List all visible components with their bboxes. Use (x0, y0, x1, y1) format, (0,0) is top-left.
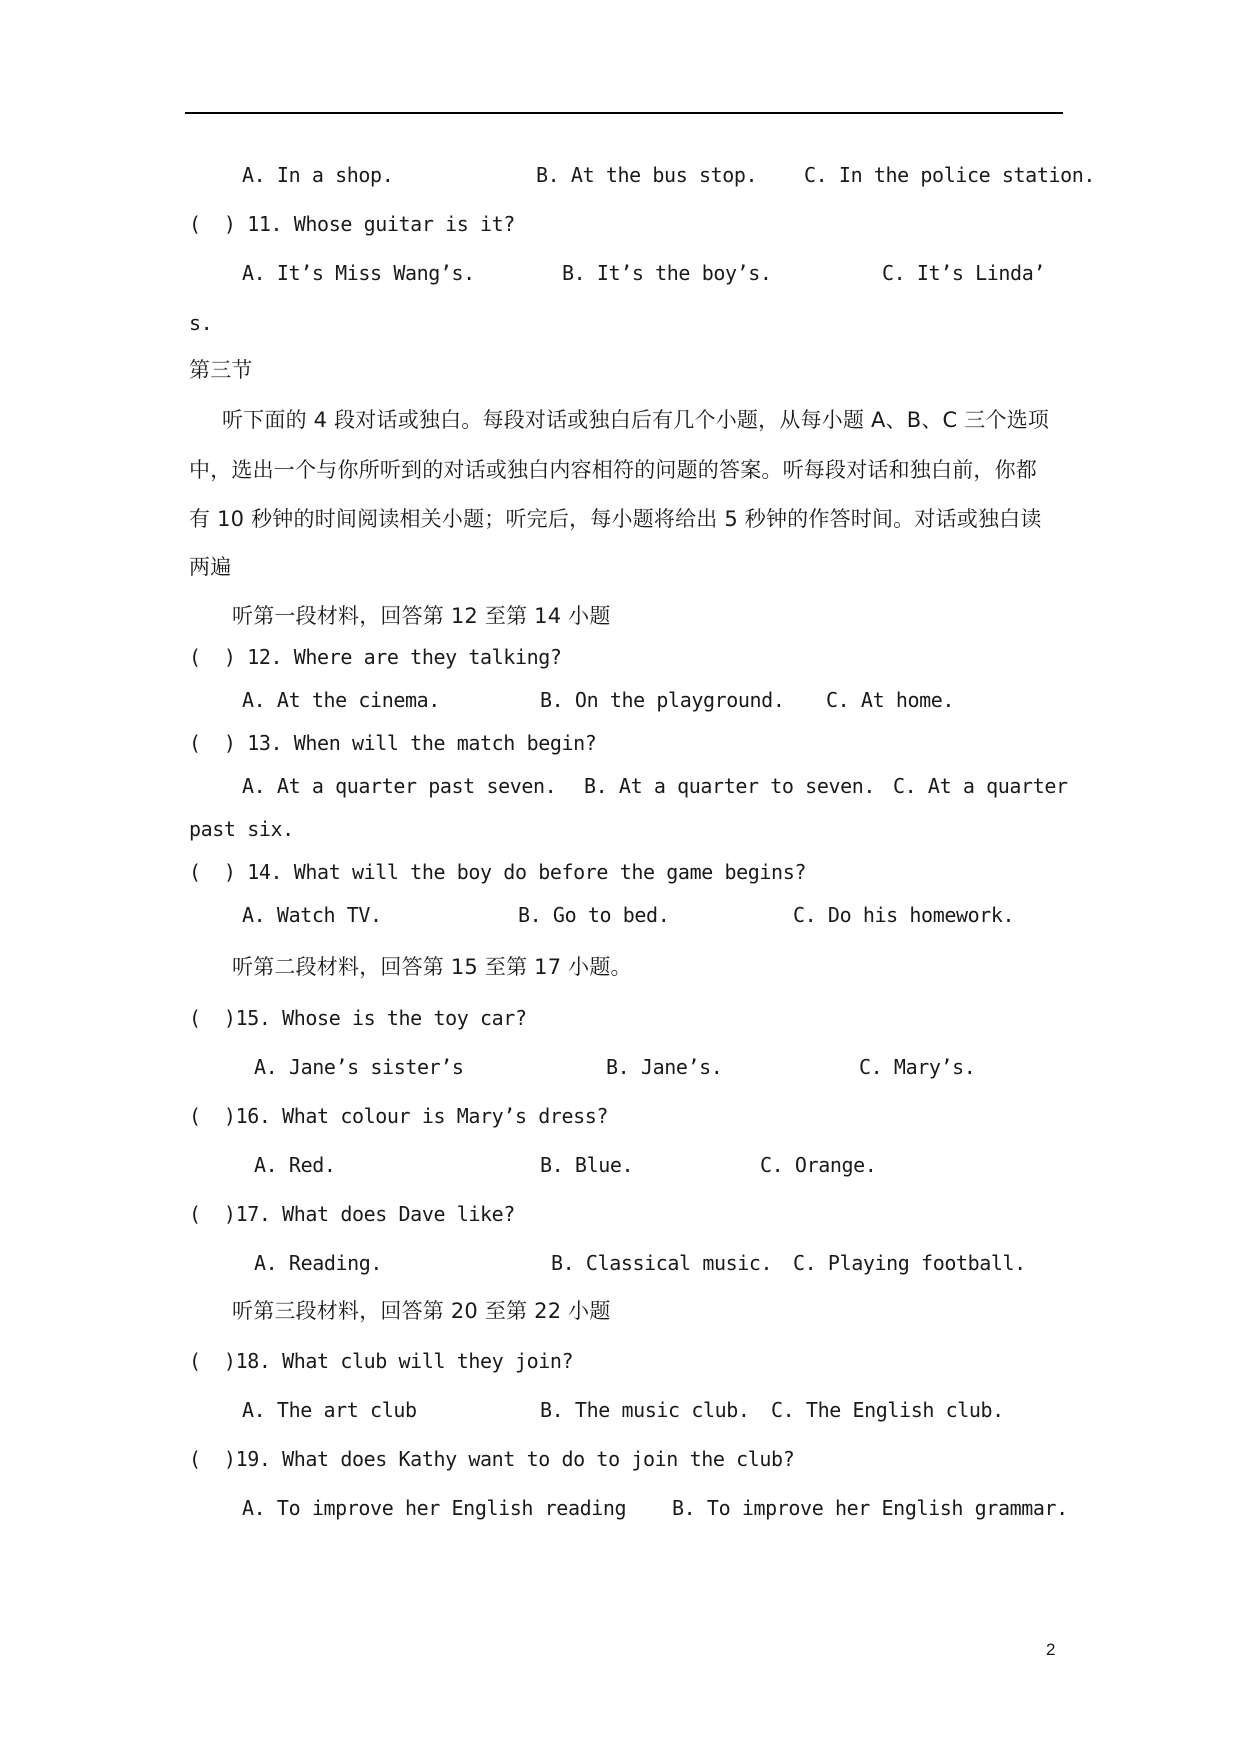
q17-option-b: B. Classical music. (551, 1251, 773, 1275)
instruction-line-3: 有 10 秒钟的时间阅读相关小题；听完后，每小题将给出 5 秒钟的作答时间。对话或独白读 (189, 507, 1042, 531)
q17-question: ( )17. What does Dave like? (189, 1202, 515, 1226)
q11-option-c-cont: s. (189, 311, 213, 335)
q17-option-a: A. Reading. (254, 1251, 383, 1275)
q16-option-a: A. Red. (254, 1153, 336, 1177)
q18-option-b: B. The music club. (540, 1398, 750, 1422)
q11-option-a: A. It’s Miss Wang’s. (242, 261, 475, 285)
q16-question: ( )16. What colour is Mary’s dress? (189, 1104, 609, 1128)
instruction-line-4: 两遍 (189, 555, 232, 579)
q14-option-b: B. Go to bed. (518, 903, 670, 927)
part1-heading: 听第一段材料，回答第 12 至第 14 小题 (232, 604, 611, 628)
q15-option-b: B. Jane’s. (606, 1055, 723, 1079)
instruction-line-2: 中，选出一个与你所听到的对话或独白内容相符的问题的答案。听每段对话和独白前，你都 (189, 458, 1037, 482)
q14-option-c: C. Do his homework. (793, 903, 1015, 927)
q13-option-c-cont: past six. (189, 817, 294, 841)
q13-option-a: A. At a quarter past seven. (242, 774, 557, 798)
q19-option-a: A. To improve her English reading (242, 1496, 627, 1520)
q12-option-c: C. At home. (826, 688, 955, 712)
q13-option-b: B. At a quarter to seven. (584, 774, 876, 798)
q16-option-b: B. Blue. (540, 1153, 634, 1177)
q14-question: ( ) 14. What will the boy do before the game begins? (189, 860, 806, 884)
q15-option-a: A. Jane’s sister’s (254, 1055, 464, 1079)
q11-option-c: C. It’s Linda’ (882, 261, 1045, 285)
q15-option-c: C. Mary’s. (859, 1055, 976, 1079)
q12-option-a: A. At the cinema. (242, 688, 440, 712)
q10-option-b: B. At the bus stop. (536, 163, 758, 187)
q18-option-a: A. The art club (242, 1398, 417, 1422)
q14-option-a: A. Watch TV. (242, 903, 382, 927)
q17-option-c: C. Playing football. (793, 1251, 1026, 1275)
q13-question: ( ) 13. When will the match begin? (189, 731, 597, 755)
q18-option-c: C. The English club. (771, 1398, 1004, 1422)
instruction-line-1: 听下面的 4 段对话或独白。每段对话或独白后有几个小题，从每小题 A、B、C 三个选项 (222, 408, 1050, 432)
part3-heading: 听第三段材料，回答第 20 至第 22 小题 (232, 1299, 611, 1323)
q16-option-c: C. Orange. (760, 1153, 877, 1177)
q12-question: ( ) 12. Where are they talking? (189, 645, 562, 669)
q11-option-b: B. It’s the boy’s. (562, 261, 772, 285)
q15-question: ( )15. Whose is the toy car? (189, 1006, 527, 1030)
q11-question: ( ) 11. Whose guitar is it? (189, 212, 515, 236)
q19-question: ( )19. What does Kathy want to do to join the club? (189, 1447, 795, 1471)
q18-question: ( )18. What club will they join? (189, 1349, 574, 1373)
q10-option-c: C. In the police station. (804, 163, 1096, 187)
part2-heading: 听第二段材料，回答第 15 至第 17 小题。 (232, 955, 632, 979)
q10-option-a: A. In a shop. (242, 163, 394, 187)
q12-option-b: B. On the playground. (540, 688, 785, 712)
q13-option-c: C. At a quarter (893, 774, 1068, 798)
header-rule (185, 112, 1063, 114)
q19-option-b: B. To improve her English grammar. (672, 1496, 1068, 1520)
section-heading: 第三节 (189, 358, 253, 382)
page-number: 2 (1046, 1640, 1056, 1659)
